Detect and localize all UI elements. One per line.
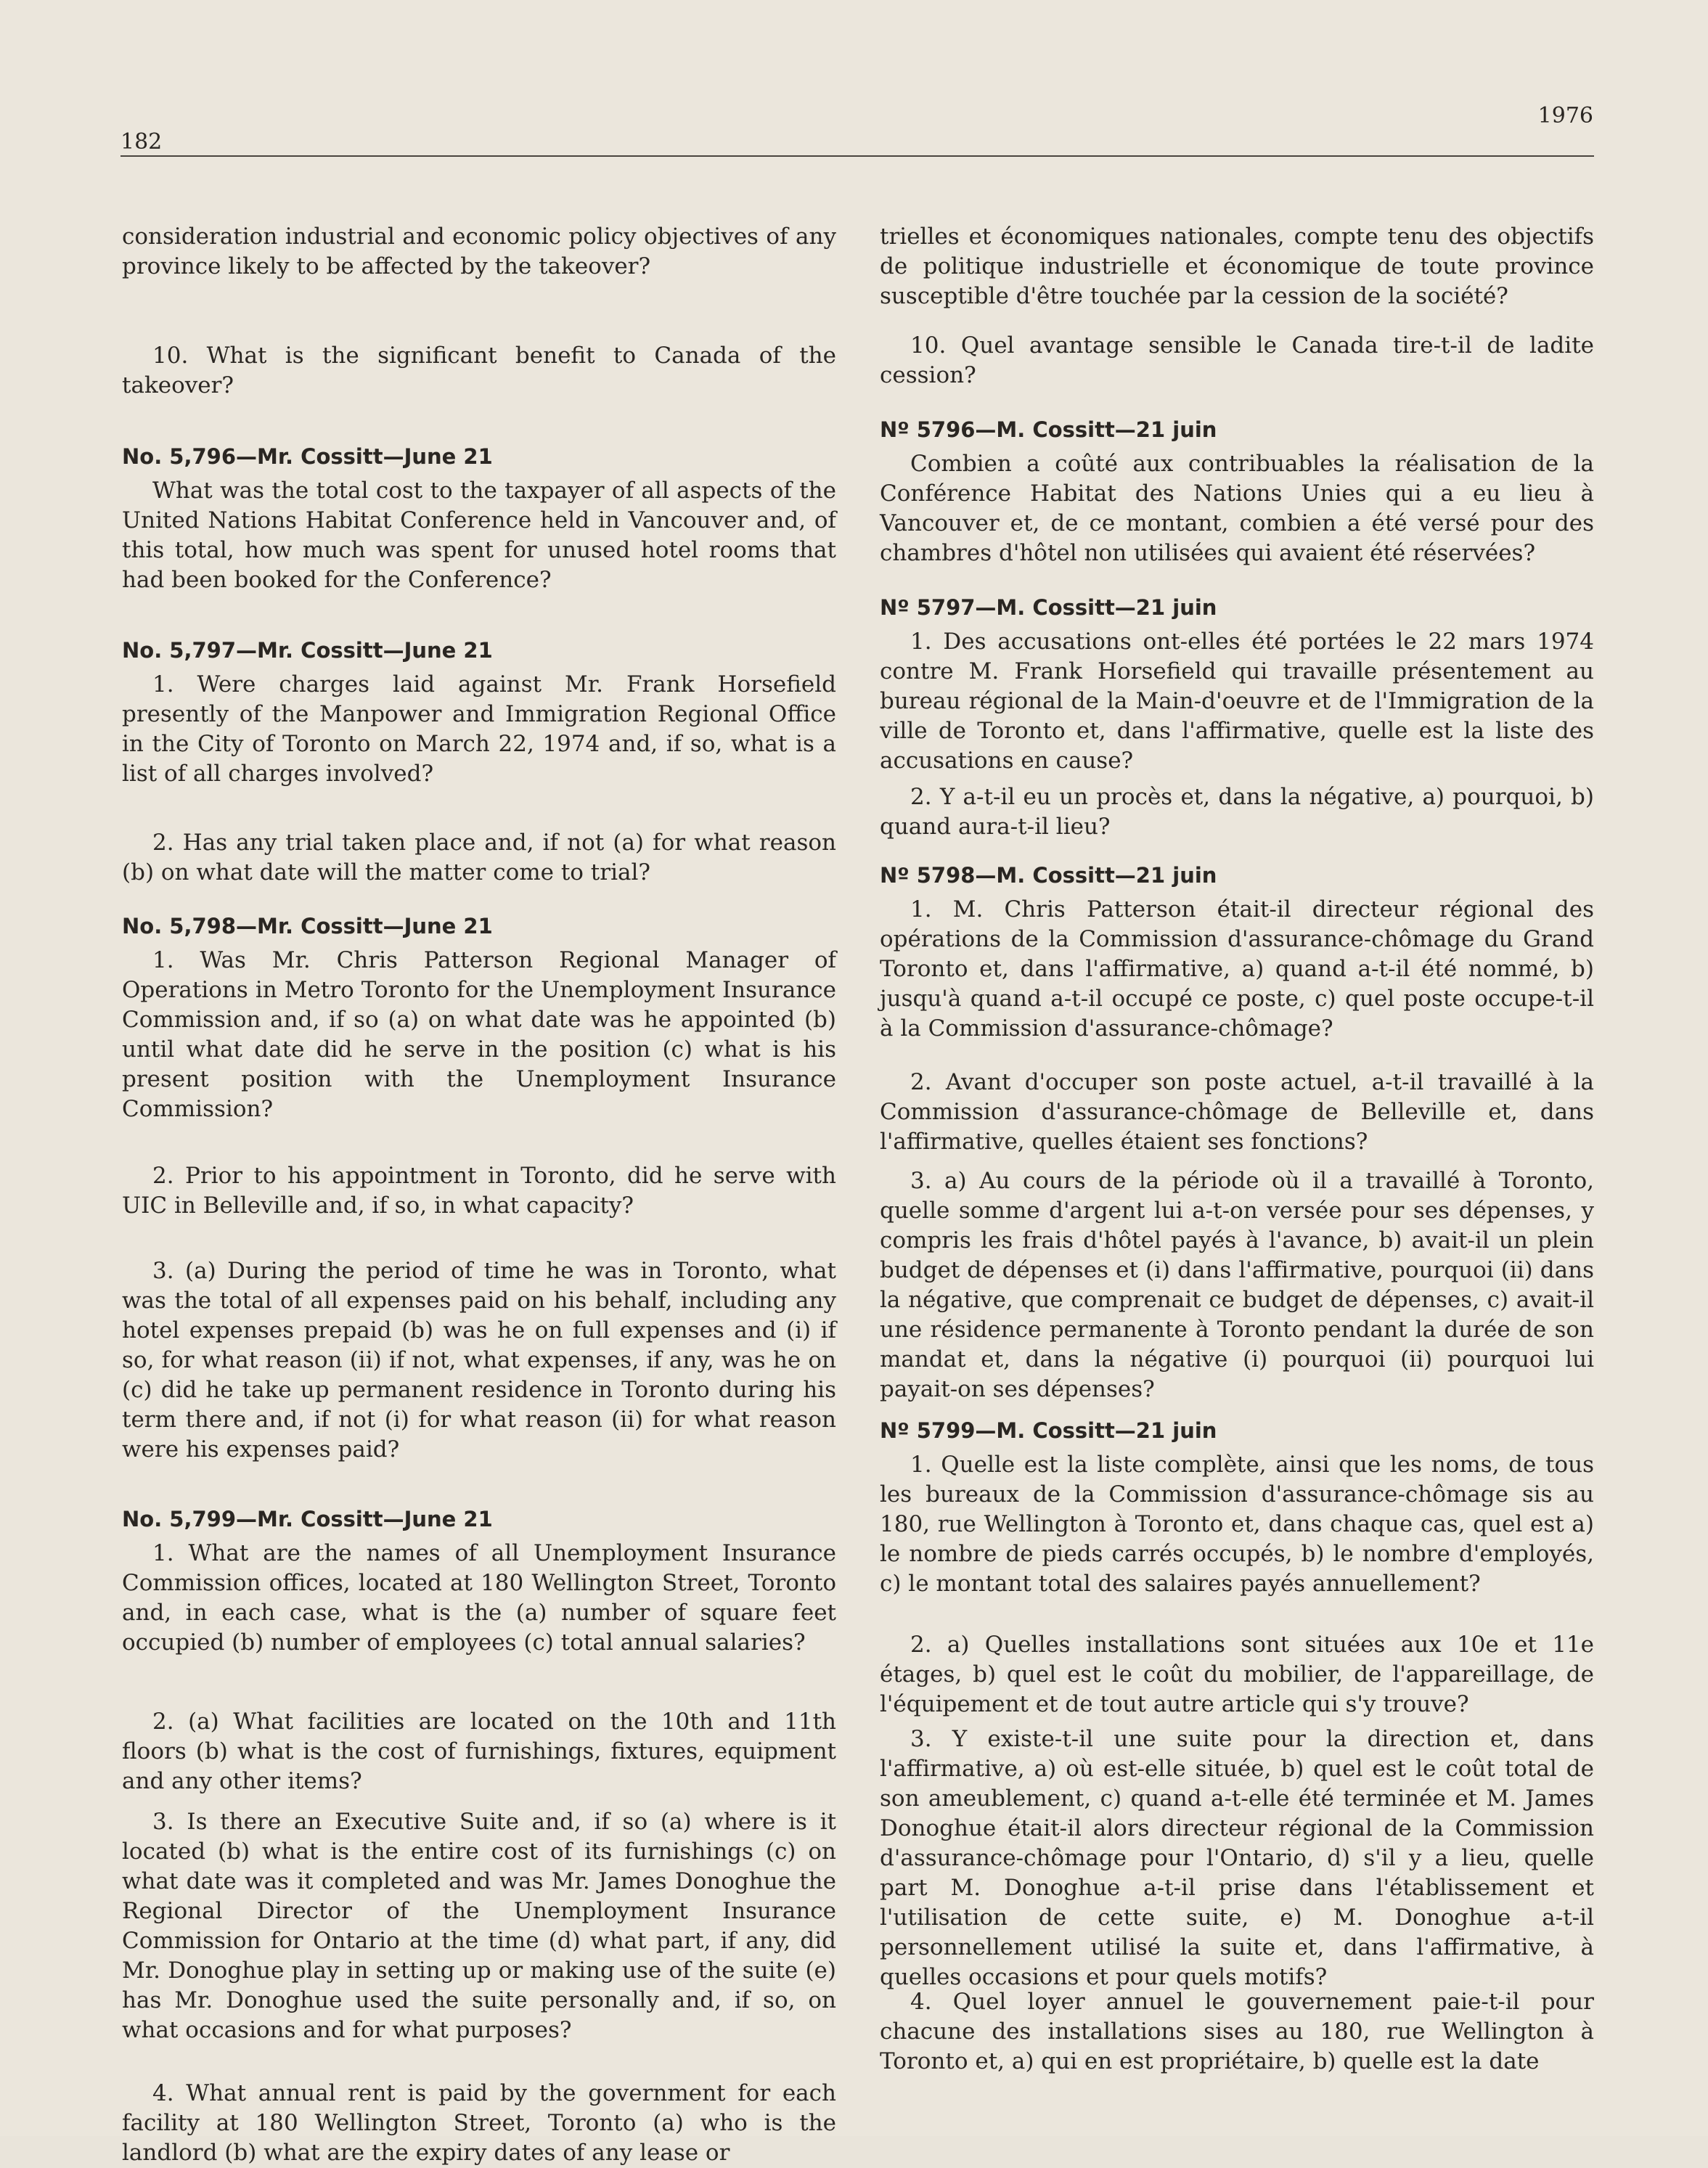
- fr-question-heading-5796: Nº 5796—M. Cossitt—21 juin: [880, 417, 1217, 442]
- fr-question-heading-5798: Nº 5798—M. Cossitt—21 juin: [880, 863, 1217, 888]
- block-p5798-1: [122, 946, 836, 1161]
- question-heading-5796: No. 5,796—Mr. Cossitt—June 21: [122, 444, 493, 469]
- french-column: [880, 222, 1594, 2077]
- block-p5799-2: [122, 1707, 836, 1807]
- question-5798-part-1: 1. Was Mr. Chris Patterson Regional Manager of Operations in Metro Toronto for the Unemployment Insurance Commission and, if so (a) on what date was he appointed (b) until what date did he serve in the position (c) what is his present position with the Unemployment Insurance Commission?: [122, 947, 836, 1122]
- block-p5799-4: [122, 2079, 836, 2168]
- fr-block-p5799-3: [880, 1725, 1594, 1990]
- question-10-paragraph: 10. What is the significant benefit to Canada of the takeover?: [122, 343, 836, 398]
- question-5799-part-2: 2. (a) What facilities are located on the 10th and 11th floors (b) what is the cost of furnishings, fixtures, equipment and any other items?: [122, 1709, 836, 1794]
- block-p5799-3: [122, 1807, 836, 2079]
- fr-block-p5797-2: [880, 782, 1594, 861]
- fr-block-p5799-2: [880, 1630, 1594, 1725]
- fr-intro-paragraph: trielles et économiques nationales, compte tenu des objectifs de politique industrielle et économique de toute province susceptible d'être touchée par la cession de la société?: [880, 224, 1594, 309]
- block-p5796: [122, 476, 836, 636]
- fr-question-5798-part-2: 2. Avant d'occuper son poste actuel, a-t-il travaillé à la Commission d'assurance-chômage de Belleville et, dans l'affirmative, quelles étaient ses fonctions?: [880, 1069, 1594, 1155]
- intro-paragraph: consideration industrial and economic policy objectives of any province likely to be affected by the takeover?: [122, 224, 836, 279]
- fr-question-5799-part-3: 3. Y existe-t-il une suite pour la direction et, dans l'affirmative, a) où est-elle située, b) quel est le coût total de son ameublement, c) quand a-t-elle été terminée et M. James Donoghue était-il alors directeur régional de la Commission d'assurance-chômage pour l'Ontario, d) s'il y a lieu, quelle part M. Donoghue a-t-il prise dans l'établissement et l'utilisation de cette suite, e) M. Donoghue a-t-il personnellement utilisé la suite et, dans l'affirmative, à quelles occasions et pour quels motifs?: [880, 1726, 1594, 1990]
- fr-block-q10: [880, 331, 1594, 415]
- block-intro: [122, 222, 836, 341]
- fr-question-5799-part-4: 4. Quel loyer annuel le gouvernement paie-t-il pour chacune des installations sises au 180, rue Wellington à Toronto et, a) qui en est propriétaire, b) quelle est la date: [880, 1989, 1594, 2074]
- fr-question-heading-5797: Nº 5797—M. Cossitt—21 juin: [880, 595, 1217, 620]
- fr-block-h5798: [880, 861, 1594, 895]
- block-p5799-1: [122, 1539, 836, 1707]
- fr-block-p5797-1: [880, 627, 1594, 782]
- fr-block-p5799-4: [880, 1987, 1594, 2077]
- fr-question-5799-part-1: 1. Quelle est la liste complète, ainsi que les noms, de tous les bureaux de la Commission d'assurance-chômage sis au 180, rue Wellington à Toronto et, dans chaque cas, quel est a) le nombre de pieds carrés occupés, b) le nombre d'employés, c) le montant total des salaires payés annuellement?: [880, 1452, 1594, 1597]
- fr-block-p5798-1: [880, 895, 1594, 1068]
- fr-block-p5798-2: [880, 1068, 1594, 1166]
- question-5798-part-2: 2. Prior to his appointment in Toronto, did he serve with UIC in Belleville and, if so, in what capacity?: [122, 1163, 836, 1219]
- fr-question-10-paragraph: 10. Quel avantage sensible le Canada tire-t-il de ladite cession?: [880, 332, 1594, 388]
- block-h5796: [122, 442, 836, 476]
- block-p5798-3: [122, 1256, 836, 1505]
- question-heading-5799: No. 5,799—Mr. Cossitt—June 21: [122, 1507, 493, 1531]
- question-5797-part-2: 2. Has any trial taken place and, if not (a) for what reason (b) on what date will the matter come to trial?: [122, 830, 836, 885]
- block-h5798: [122, 912, 836, 946]
- block-q10: [122, 341, 836, 442]
- fr-block-p5796: [880, 449, 1594, 593]
- header-rule: [120, 155, 1594, 157]
- fr-question-5797-part-1: 1. Des accusations ont-elles été portées le 22 mars 1974 contre M. Frank Horsefield qui travaille présentement au bureau régional de la Main-d'oeuvre et de l'Immigration de la ville de Toronto et, dans l'affirmative, quelle est la liste des accusations en cause?: [880, 629, 1594, 774]
- question-5799-part-1: 1. What are the names of all Unemployment Insurance Commission offices, located at 180 Wellington Street, Toronto and, in each case, what is the (a) number of square feet occupied (b) number of employees (c) total annual salaries?: [122, 1540, 836, 1656]
- block-p5798-2: [122, 1161, 836, 1256]
- question-5796-paragraph: What was the total cost to the taxpayer of all aspects of the United Nations Habitat Conference held in Vancouver and, of this total, how much was spent for unused hotel rooms that had been booked for the Conference?: [122, 478, 836, 593]
- fr-block-p5799-1: [880, 1450, 1594, 1630]
- fr-question-5797-part-2: 2. Y a-t-il eu un procès et, dans la négative, a) pourquoi, b) quand aura-t-il lieu?: [880, 784, 1594, 840]
- fr-question-5798-part-1: 1. M. Chris Patterson était-il directeur régional des opérations de la Commission d'assurance-chômage du Grand Toronto et, dans l'affirmative, a) quand a-t-il été nommé, b) jusqu'à quand a-t-il occupé ce poste, c) quel poste occupe-t-il à la Commission d'assurance-chômage?: [880, 896, 1594, 1042]
- question-5797-part-1: 1. Were charges laid against Mr. Frank Horsefield presently of the Manpower and Immigration Regional Office in the City of Toronto on March 22, 1974 and, if so, what is a list of all charges involved?: [122, 671, 836, 787]
- fr-block-h5799: [880, 1416, 1594, 1450]
- english-column: [122, 222, 836, 2168]
- page-number: 182: [120, 129, 163, 155]
- fr-question-5798-part-3: 3. a) Au cours de la période où il a travaillé à Toronto, quelle somme d'argent lui a-t-on versée pour ses dépenses, y compris les frais d'hôtel payés à l'avance, b) avait-il un plein budget de dépenses et (i) dans l'affirmative, pourquoi (ii) dans la négative, que comprenait ce budget de dépenses, c) avait-il une résidence permanente à Toronto pendant la durée de son mandat et, dans la négative (i) pourquoi (ii) pourquoi lui payait-on ses dépenses?: [880, 1168, 1594, 1402]
- question-5799-part-4: 4. What annual rent is paid by the government for each facility at 180 Wellington Street, Toronto (a) who is the landlord (b) what are the expiry dates of any lease or: [122, 2080, 836, 2166]
- fr-block-intro: [880, 222, 1594, 331]
- page-year: 1976: [1537, 103, 1593, 128]
- fr-block-h5796: [880, 415, 1594, 449]
- fr-question-5799-part-2: 2. a) Quelles installations sont situées aux 10e et 11e étages, b) quel est le coût du mobilier, de l'appareillage, de l'équipement et de tout autre article qui s'y trouve?: [880, 1632, 1594, 1717]
- fr-question-5796-paragraph: Combien a coûté aux contribuables la réalisation de la Conférence Habitat des Nations Unies qui a eu lieu à Vancouver et, de ce montant, combien a été versé pour des chambres d'hôtel non utilisées qui avaient été réservées?: [880, 451, 1594, 566]
- question-5799-part-3: 3. Is there an Executive Suite and, if so (a) where is it located (b) what is the entire cost of its furnishings (c) on what date was it completed and was Mr. James Donoghue the Regional Director of the Unemployment Insurance Commission for Ontario at the time (d) what part, if any, did Mr. Donoghue play in setting up or making use of the suite (e) has Mr. Donoghue used the suite personally and, if so, on what occasions and for what purposes?: [122, 1809, 836, 2043]
- question-heading-5797: No. 5,797—Mr. Cossitt—June 21: [122, 638, 493, 663]
- fr-block-p5798-3: [880, 1166, 1594, 1416]
- block-p5797-2: [122, 828, 836, 912]
- block-h5799: [122, 1505, 836, 1539]
- question-5798-part-3: 3. (a) During the period of time he was in Toronto, what was the total of all expenses paid on his behalf, including any hotel expenses prepaid (b) was he on full expenses and (i) if so, for what reason (ii) if not, what expenses, if any, was he on (c) did he take up permanent residence in Toronto during his term there and, if not (i) for what reason (ii) for what reason were his expenses paid?: [122, 1258, 836, 1463]
- fr-block-h5797: [880, 593, 1594, 627]
- block-p5797-1: [122, 670, 836, 828]
- block-h5797: [122, 636, 836, 670]
- question-heading-5798: No. 5,798—Mr. Cossitt—June 21: [122, 914, 493, 938]
- fr-question-heading-5799: Nº 5799—M. Cossitt—21 juin: [880, 1418, 1217, 1443]
